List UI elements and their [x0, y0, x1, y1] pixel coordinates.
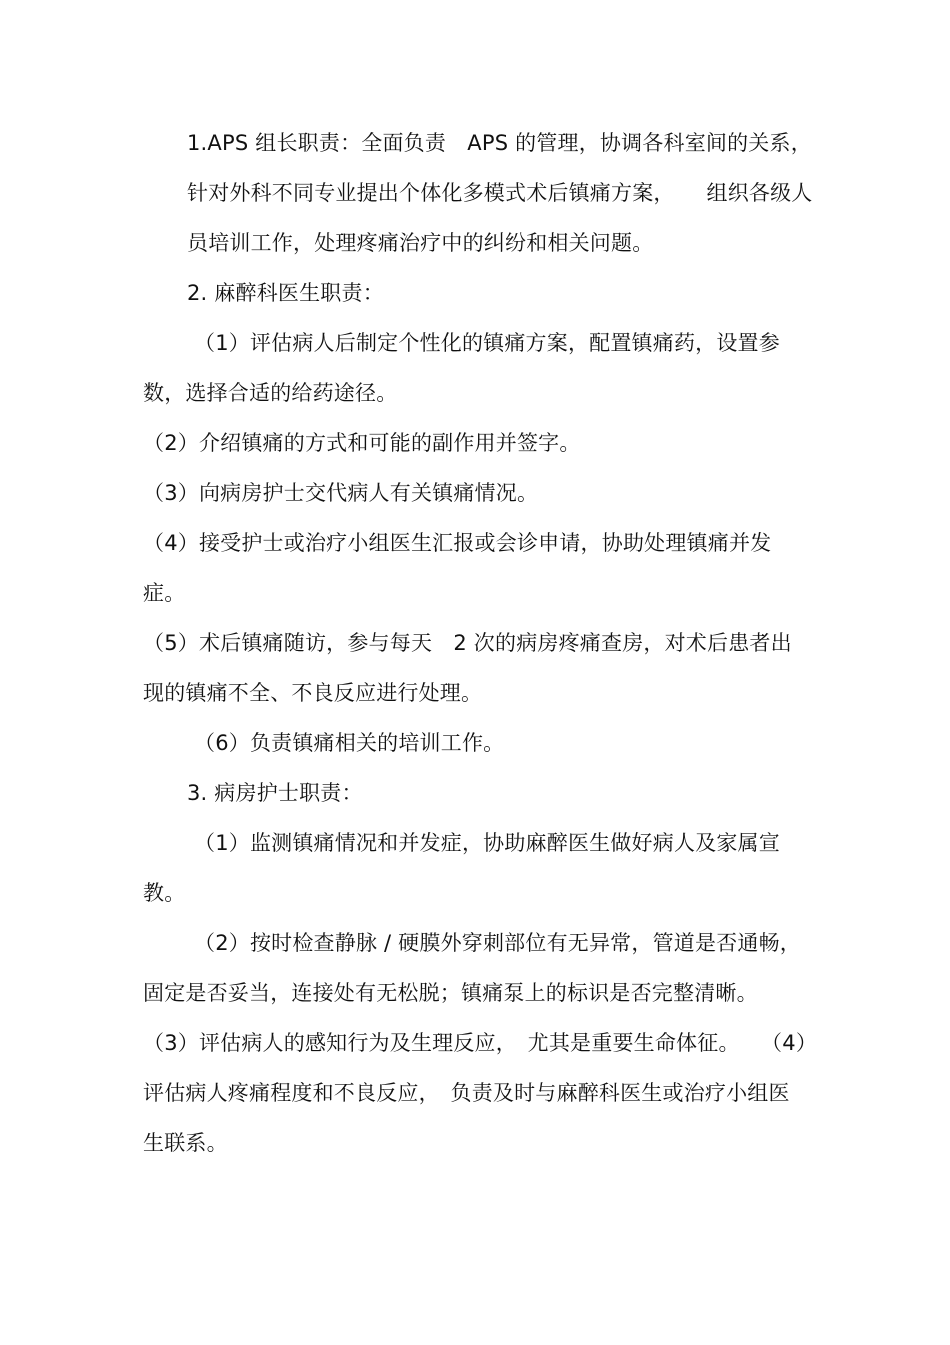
text-line: 症。: [143, 581, 186, 605]
text-line: （6）负责镇痛相关的培训工作。: [194, 731, 505, 755]
text-line: 生联系。: [143, 1131, 228, 1155]
text-line: （4）接受护士或治疗小组医生汇报或会诊申请，协助处理镇痛并发: [143, 531, 772, 555]
text-line: （3）向病房护士交代病人有关镇痛情况。: [143, 481, 539, 505]
text-line: 固定是否妥当，连接处有无松脱；镇痛泵上的标识是否完整清晰。: [143, 981, 758, 1005]
text-line: （1）监测镇痛情况和并发症，协助麻醉医生做好病人及家属宣: [194, 831, 780, 855]
text-line: 教。: [143, 881, 186, 905]
text-line: 数，选择合适的给药途径。: [143, 381, 398, 405]
text-line: （2）按时检查静脉 / 硬膜外穿刺部位有无异常，管道是否通畅，: [194, 931, 801, 955]
text-line: 1.APS 组长职责：全面负责 APS 的管理，协调各科室间的关系，: [187, 131, 812, 155]
section-heading: 2. 麻醉科医生职责：: [187, 281, 384, 305]
text-line: 员培训工作，处理疼痛治疗中的纠纷和相关问题。: [187, 231, 654, 255]
text-line: 评估病人疼痛程度和不良反应， 负责及时与麻醉科医生或治疗小组医: [143, 1081, 790, 1105]
section-heading: 3. 病房护士职责：: [187, 781, 363, 805]
text-line: （3）评估病人的感知行为及生理反应， 尤其是重要生命体征。 （4）: [143, 1031, 818, 1055]
text-line: （2）介绍镇痛的方式和可能的副作用并签字。: [143, 431, 581, 455]
text-line: 针对外科不同专业提出个体化多模式术后镇痛方案， 组织各级人: [187, 181, 813, 205]
text-line: 现的镇痛不全、不良反应进行处理。: [143, 681, 483, 705]
text-line: （5）术后镇痛随访，参与每天 2 次的病房疼痛查房，对术后患者出: [143, 631, 792, 655]
text-line: （1）评估病人后制定个性化的镇痛方案，配置镇痛药，设置参: [194, 331, 780, 355]
